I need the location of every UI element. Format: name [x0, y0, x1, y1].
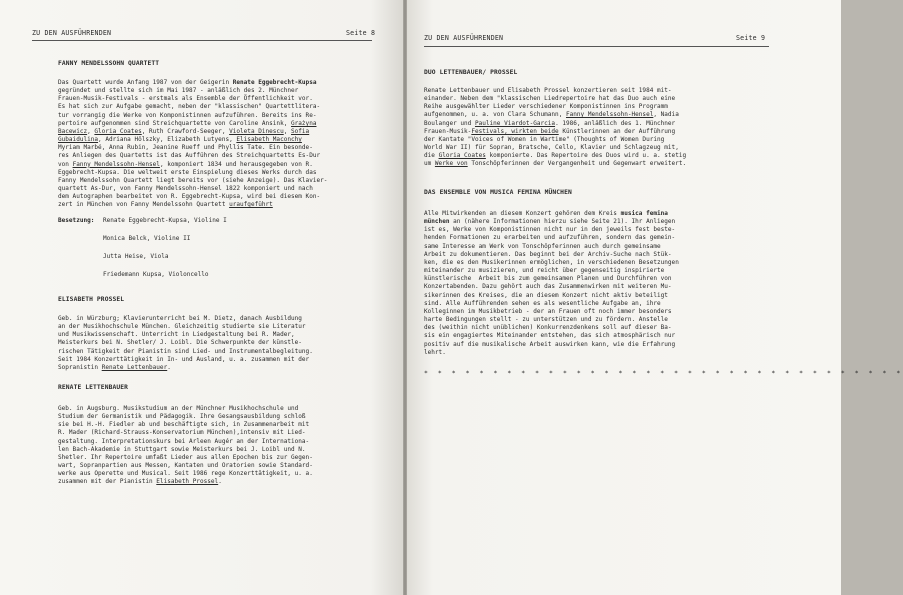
section-title-fanny-mendelssohn-quartett: FANNY MENDELSSOHN QUARTETT — [58, 60, 160, 67]
section-title-elisabeth-prossel: ELISABETH PROSSEL — [58, 296, 125, 303]
member-1: Renate Eggebrecht-Kupsa, Violine I — [103, 217, 227, 224]
ensemble-paragraph: Alle Mitwirkenden an diesem Konzert gehören dem Kreis musica femina münchen an (nähere Informationen hierzu siehe Seite 21). Ihr Anliegen ist es, Werke von Komponistinnen nicht nur in den jeweils fest beste- henden Formationen zu erarbeiten und aufzuführen, sondern das gemein- same Interesse am Werk von Tonschöpferinnen auch durch gemeinsame Arbeit zu dokumentieren. Das beginnt bei der Archiv-Suche nach Stük- ken, die es den Musikerinnen ermöglichen, in verschiedenen Besetzungen miteinander zu musizieren, und reicht über gegenseitig inspirierte künstlerische Arbeit bis zum gemeinsamen Planen und Durchführen von Konzertabenden. Dazu gehört auch das Zusammenwirken mit weiteren Mu- sikerinnen des Kreises, die an diesem Konzert nicht aktiv beteiligt sind. Alle Aufführenden sehen es als wesentliche Aufgabe an, ihre Kolleginnen im Musikbetrieb - der an Frauen oft noch immer besonders harte Bedingungen stellt - zu unterstützen und zu fördern. Anstelle des (weithin nicht unüblichen) Konkurrenzdenkens soll auf dieser Ba- sis ein engagiertes Miteinander entstehen, das sich atmosphärisch nur positiv auf die musikalische Arbeit auswirken kann, wie die Erfahrung lehrt. — [424, 210, 679, 356]
section-title-ensemble-musica-femina: DAS ENSEMBLE VON MUSICA FEMINA MÜNCHEN — [424, 189, 572, 196]
lettenbauer-paragraph: Geb. in Augsburg. Musikstudium an der Münchner Musikhochschule und Studium der Germanistik und Pädagogik. Ihre Gesangsausbildung schloß sie bei H.-H. Fiedler ab und beschäftigte sich, in Zusammenarbeit mit R. Mader (Richard-Strauss-Konservatorium München),intensiv mit Lied- gestaltung. Interpretationskurs bei Arleen Augér an der Internationa- len Bach-Akademie in Stuttgart sowie Meisterkurs bei J. Loibl und N. Shetler. Ihr Repertoire umfaßt Lieder aus allen Epochen bis zur Gegen- wart, Sopranpartien aus Messen, Kantaten und Oratorien sowie Standard- werke aus Operette und Musical. Seit 1986 rege Konzerttätigkeit, u. a. zusammen mit der Pianistin Elisabeth Prossel. — [58, 405, 313, 486]
member-2: Monica Belck, Violine II — [103, 235, 191, 242]
duo-paragraph: Renate Lettenbauer und Elisabeth Prossel konzertieren seit 1984 mit- einander. Neben dem "klassischen Liedrepertoire hat das Duo auch eine Reihe ausgewählter Lieder verschiedener Komponistinnen ins Programm aufgenommen, u. a. von Clara Schumann, Fanny Mendelssohn-Hensel, Nadia Boulanger und Pauline Viardot-Garcia. 1986, anläßlich des 1. Münchner Frauen-Musik-Festivals, wirkten beide Künstlerinnen an der Aufführung der Kantate "Voices of Women in Wartime" (Thoughts of Women During World War II) für Sopran, Bratsche, Cello, Klavier und Schlagzeug mit, die Gloria Coates komponierte. Das Repertoire des Duos wird u. a. stetig um Werke von Tonschöpferinnen der Vergangenheit und Gegenwart erweitert. — [424, 87, 687, 168]
prossel-paragraph: Geb. in Würzburg; Klavierunterricht bei M. Dietz, danach Ausbildung an der Musikhochschule München. Gleichzeitig studierte sie Literatur und Musikwissenschaft. Unterricht in Liedgestaltung bei R. Mader, Meisterkurs bei N. Shetler/ J. Loibl. Die Schwerpunkte der künstle- rischen Tätigkeit der Pianistin sind Lied- und Instrumentalbegleitung. Seit 1984 Konzerttätigkeit in In- und Ausland, u. a. zusammen mit der Sopranistin Renate Lettenbauer. — [58, 315, 313, 371]
besetzung-label: Besetzung: — [58, 217, 95, 224]
header-rule — [32, 40, 372, 41]
section-title-duo-lettenbauer-prossel: DUO LETTENBAUER/ PROSSEL — [424, 69, 518, 76]
running-header: ZU DEN AUSFÜHRENDEN — [32, 29, 112, 37]
header-rule — [424, 46, 769, 47]
quartett-paragraph: Das Quartett wurde Anfang 1987 von der Geigerin Renate Eggebrecht-Kupsa gegründet und stellte sich im Mai 1987 - anläßlich des 2. Münchner Frauen-Musik-Festivals - erstmals als Ensemble der Öffentlichkeit vor. Es hat sich zur Aufgabe gemacht, neben der "klassischen" Quartettlitera- tur vorrangig die Werke von Komponistinnen aufzuführen. Bereits ins Re- pertoire aufgenommen sind Streichquartette von Caroline Ansink, Grażyna Bacewicz, Gloria Coates, Ruth Crawford-Seeger, Violeta Dinescu, Sofia Gubaidulina, Adriana Hölszky, Elizabeth Lutyens, Elisabeth Maconchy Myriam Marbé, Anna Rubin, Jeanine Rueff und Phyllis Tate. Ein besonde- res Anliegen des Quartetts ist das Aufführen des Streichquartetts Es-Dur von Fanny Mendelssohn-Hensel, komponiert 1834 und herausgegeben von R. Eggebrecht-Kupsa. Die weltweit erste Einspielung dieses Werks durch das Fanny Mendelssohn Quartett liegt bereits vor (siehe Anzeige). Das Klavier- quartett As-Dur, von Fanny Mendelssohn-Hensel 1822 komponiert und nach dem Autographen bearbeitet von R. Eggebrecht-Kupsa, wird bei diesem Kon- zert in München von Fanny Mendelssohn Quartett uraufgeführt — [58, 79, 328, 209]
running-header: ZU DEN AUSFÜHRENDEN — [424, 34, 504, 42]
page-number: Seite 8 — [346, 29, 376, 37]
asterisk-divider: * * * * * * * * * * * * * * * * * * * * * * * * * * * * * * * * * * * — [424, 369, 903, 377]
member-3: Jutta Heise, Viola — [103, 253, 169, 260]
member-4: Friedemann Kupsa, Violoncello — [103, 271, 209, 278]
page-number: Seite 9 — [736, 34, 766, 42]
section-title-renate-lettenbauer: RENATE LETTENBAUER — [58, 384, 129, 391]
page-left — [0, 0, 403, 595]
page-right — [407, 0, 903, 595]
